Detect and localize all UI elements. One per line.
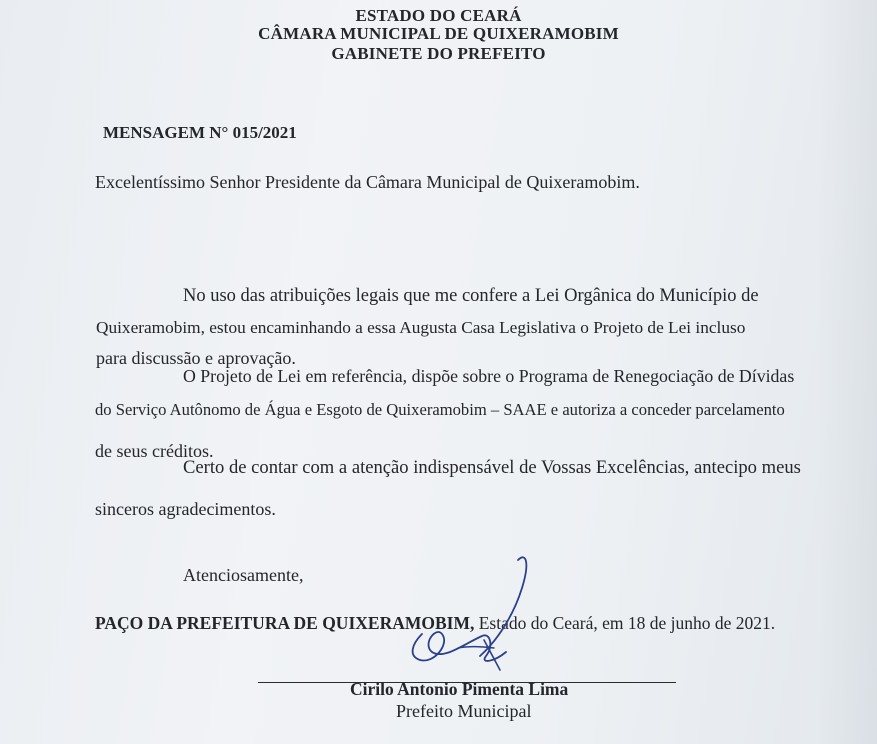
header-chamber: CÂMARA MUNICIPAL DE QUIXERAMOBIM bbox=[258, 24, 619, 43]
page-edge-shadow bbox=[817, 0, 877, 744]
signatory-title: Prefeito Municipal bbox=[396, 701, 532, 721]
signature bbox=[398, 548, 538, 698]
place-date-place: PAÇO DA PREFEITURA DE QUIXERAMOBIM, bbox=[95, 613, 475, 633]
paragraph3-line2: sinceros agradecimentos. bbox=[95, 499, 276, 519]
paragraph2-line1: O Projeto de Lei em referência, dispõe sobre o Programa de Renegociação de Dívidas bbox=[183, 366, 795, 386]
place-date-rest: Estado do Ceará, em 18 de junho de 2021. bbox=[478, 613, 776, 633]
closing: Atenciosamente, bbox=[183, 565, 304, 585]
header-state: ESTADO DO CEARÁ bbox=[355, 6, 522, 25]
paragraph3-line1: Certo de contar com a atenção indispensável de Vossas Excelências, antecipo meus bbox=[183, 457, 801, 478]
signatory-name: Cirilo Antonio Pimenta Lima bbox=[350, 679, 569, 699]
paragraph1-line2: Quixeramobim, estou encaminhando a essa Augusta Casa Legislativa o Projeto de Lei incluso bbox=[96, 318, 746, 337]
salutation: Excelentíssimo Senhor Presidente da Câmara Municipal de Quixeramobim. bbox=[95, 172, 640, 192]
header-office: GABINETE DO PREFEITO bbox=[331, 44, 546, 63]
paragraph1-line1: No uso das atribuições legais que me confere a Lei Orgânica do Município de bbox=[183, 286, 759, 306]
message-title: MENSAGEM N° 015/2021 bbox=[103, 123, 297, 142]
paragraph2-line2: do Serviço Autônomo de Água e Esgoto de Quixeramobim – SAAE e autoriza a conceder parcelamento bbox=[95, 400, 785, 419]
paragraph2-line3: de seus créditos. bbox=[95, 441, 214, 461]
paragraph1-line3: para discussão e aprovação. bbox=[96, 348, 296, 368]
